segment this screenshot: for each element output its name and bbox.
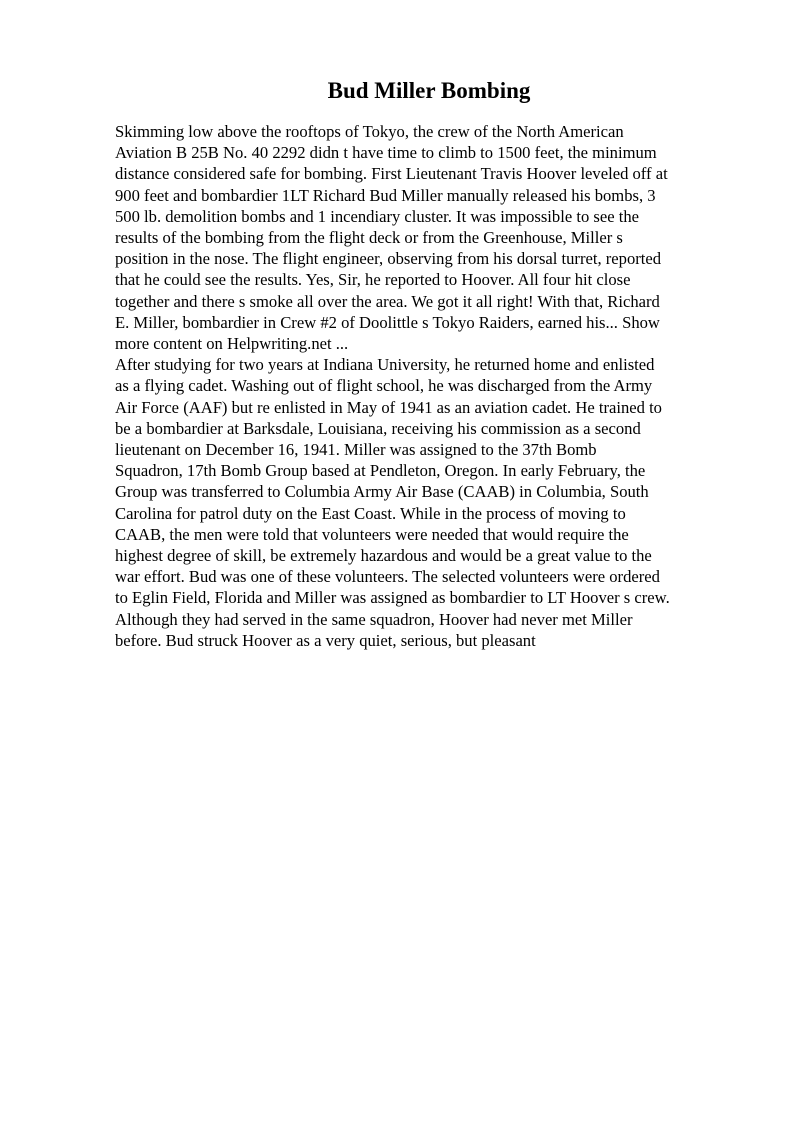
- text-line: distance considered safe for bombing. First Lieutenant Travis Hoover leveled off at: [115, 164, 668, 184]
- text-line: that he could see the results. Yes, Sir, he reported to Hoover. All four hit close: [115, 270, 631, 290]
- text-line: 500 lb. demolition bombs and 1 incendiary cluster. It was impossible to see the: [115, 206, 639, 226]
- text-line: more content on Helpwriting.net ...: [115, 334, 349, 354]
- text-line: results of the bombing from the flight deck or from the Greenhouse, Miller s: [115, 228, 623, 248]
- document-title: Bud Miller Bombing: [327, 78, 531, 103]
- text-line: Although they had served in the same squadron, Hoover had never met Miller: [115, 609, 633, 629]
- text-line: Skimming low above the rooftops of Tokyo, the crew of the North American: [115, 122, 624, 141]
- text-line: war effort. Bud was one of these volunteers. The selected volunteers were ordered: [115, 567, 660, 587]
- document-body: [115, 121, 715, 651]
- text-line: position in the nose. The flight engineer, observing from his dorsal turret, reported: [115, 249, 662, 269]
- text-line: E. Miller, bombardier in Crew #2 of Doolittle s Tokyo Raiders, earned his... Show: [115, 312, 660, 332]
- text-line: to Eglin Field, Florida and Miller was assigned as bombardier to LT Hoover s crew.: [115, 588, 670, 608]
- text-line: After studying for two years at Indiana University, he returned home and enlisted: [115, 355, 655, 375]
- text-line: Squadron, 17th Bomb Group based at Pendleton, Oregon. In early February, the: [115, 461, 646, 481]
- text-line: together and there s smoke all over the area. We got it all right! With that, Richard: [115, 291, 660, 311]
- text-line: Aviation B 25B No. 40 2292 didn t have time to climb to 1500 feet, the minimum: [115, 143, 657, 163]
- text-line: Air Force (AAF) but re enlisted in May of 1941 as an aviation cadet. He trained to: [115, 397, 662, 417]
- text-line: 900 feet and bombardier 1LT Richard Bud Miller manually released his bombs, 3: [115, 185, 656, 205]
- text-line: CAAB, the men were told that volunteers were needed that would require the: [115, 524, 629, 544]
- text-line: be a bombardier at Barksdale, Louisiana, receiving his commission as a second: [115, 418, 641, 438]
- text-line: highest degree of skill, be extremely hazardous and would be a great value to the: [115, 546, 652, 566]
- text-line: Carolina for patrol duty on the East Coast. While in the process of moving to: [115, 503, 626, 523]
- text-line: Group was transferred to Columbia Army Air Base (CAAB) in Columbia, South: [115, 482, 649, 502]
- text-line: as a flying cadet. Washing out of flight school, he was discharged from the Army: [115, 376, 653, 396]
- text-line: lieutenant on December 16, 1941. Miller was assigned to the 37th Bomb: [115, 440, 597, 460]
- text-line: before. Bud struck Hoover as a very quiet, serious, but pleasant: [115, 630, 536, 650]
